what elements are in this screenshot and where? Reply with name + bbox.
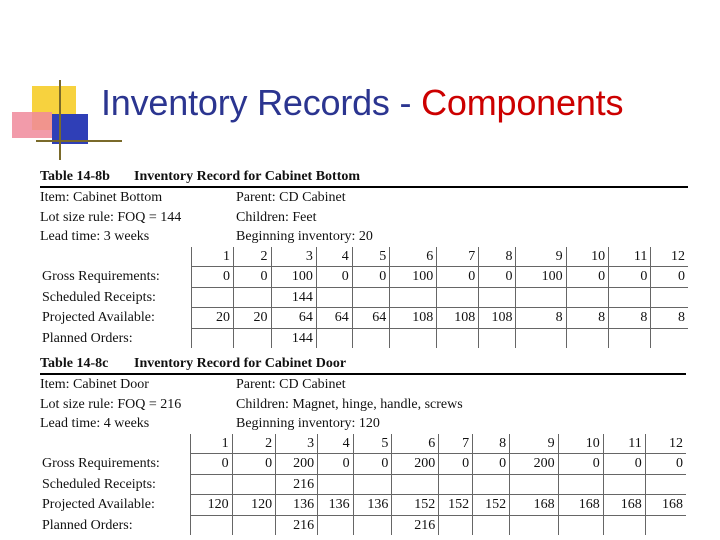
table-number: Table 14-8c [40,356,109,371]
table-cell: 0 [609,267,651,288]
table-cell: 108 [479,308,516,329]
info-row [40,395,686,415]
info-right: Beginning inventory: 20 [236,229,373,244]
table-cell [352,287,390,308]
period-header: 5 [352,247,390,267]
table-cell: 136 [318,495,354,516]
slide-title-accent: Components [421,82,624,123]
info-row [40,375,686,395]
header-spacer [40,434,191,454]
info-right: Children: Magnet, hinge, handle, screws [236,396,463,412]
period-header: 11 [609,247,651,267]
table-cell: 0 [191,267,233,288]
table-cell [353,515,392,535]
table-cell: 200 [510,454,558,475]
table-cell [316,328,352,348]
table-cell: 168 [603,495,645,516]
table-cell [318,474,354,495]
inventory-record-cabinet-bottom [40,167,688,348]
table-cell [234,328,272,348]
table-cell: 136 [276,495,318,516]
table-caption-title: Inventory Record for Cabinet Bottom [134,169,361,184]
table-cell: 168 [558,495,603,516]
row-label: Planned Orders: [42,330,133,346]
table-row [40,454,686,475]
period-header: 2 [234,247,272,267]
table-cell [651,287,688,308]
table-cell [439,515,473,535]
inventory-record-cabinet-door [40,354,686,535]
table-cell [353,474,392,495]
table-cell [510,474,558,495]
table-cell: 64 [352,308,390,329]
info-row [40,227,688,247]
period-header: 4 [318,434,354,454]
table-cell [558,515,603,535]
table-cell [645,515,686,535]
table-cell [473,515,510,535]
row-label: Projected Available: [42,497,155,513]
table-cell [479,328,516,348]
table-cell: 0 [558,454,603,475]
table-cell: 0 [191,454,232,475]
table-cell [645,474,686,495]
period-header-row [40,434,686,454]
period-header: 9 [510,434,558,454]
slide-title-main: Inventory Records - [101,82,422,123]
table-row [40,495,686,516]
table-cell: 8 [651,308,688,329]
table-cell [439,474,473,495]
table-cell [566,328,608,348]
table-cell [234,287,272,308]
table-caption [40,354,686,375]
table-cell: 0 [437,267,479,288]
period-header: 1 [191,247,233,267]
table-cell [232,474,276,495]
table-cell [191,474,232,495]
table-cell [603,474,645,495]
table-cell: 0 [318,454,354,475]
info-row [40,188,688,208]
table-cell: 0 [316,267,352,288]
table-cell: 8 [566,308,608,329]
table-cell: 0 [352,267,390,288]
info-left: Item: Cabinet Bottom [40,190,163,205]
info-left: Item: Cabinet Door [40,377,149,392]
table-number: Table 14-8b [40,169,110,184]
table-cell [191,287,233,308]
period-header: 12 [651,247,688,267]
table-cell: 136 [353,495,392,516]
table-cell [651,328,688,348]
row-label: Gross Requirements: [42,456,160,472]
info-row [40,414,686,434]
decor-pink-square [12,112,52,138]
table-cell: 0 [566,267,608,288]
table-cell [318,515,354,535]
table-cell [510,515,558,535]
record-info [40,375,686,434]
period-header: 4 [316,247,352,267]
table-cell: 108 [390,308,437,329]
table-cell: 0 [645,454,686,475]
table-cell [232,515,276,535]
table-cell: 216 [392,515,439,535]
info-right: Parent: CD Cabinet [236,190,346,205]
table-cell: 144 [271,287,316,308]
table-cell [516,287,566,308]
period-header: 3 [271,247,316,267]
table-cell [566,287,608,308]
info-row [40,208,688,228]
table-cell: 216 [276,515,318,535]
table-cell [392,474,439,495]
mrp-grid [40,434,686,536]
table-cell [479,287,516,308]
period-header: 5 [353,434,392,454]
table-cell: 0 [651,267,688,288]
table-cell: 216 [276,474,318,495]
table-cell: 108 [437,308,479,329]
row-label: Gross Requirements: [42,269,160,285]
period-header: 1 [191,434,232,454]
table-cell [352,328,390,348]
table-cell: 200 [276,454,318,475]
table-cell: 0 [353,454,392,475]
table-cell: 20 [234,308,272,329]
period-header: 6 [390,247,437,267]
table-row [40,308,688,329]
info-left: Lot size rule: FOQ = 144 [40,209,182,225]
table-cell: 168 [645,495,686,516]
period-header: 10 [566,247,608,267]
info-right: Children: Feet [236,209,317,225]
info-left: Lot size rule: FOQ = 216 [40,396,182,412]
table-cell: 64 [271,308,316,329]
table-cell [437,287,479,308]
table-cell [609,287,651,308]
period-header: 8 [473,434,510,454]
period-header: 6 [392,434,439,454]
table-caption-title: Inventory Record for Cabinet Door [134,356,347,371]
period-header: 10 [558,434,603,454]
table-cell: 100 [390,267,437,288]
info-left: Lead time: 3 weeks [40,229,150,244]
table-cell [191,515,232,535]
table-cell: 152 [392,495,439,516]
record-info [40,188,688,247]
period-header: 11 [603,434,645,454]
table-cell: 152 [473,495,510,516]
table-cell: 8 [516,308,566,329]
mrp-grid [40,247,688,349]
table-cell [603,515,645,535]
decor-vertical-line [59,80,61,160]
table-row [40,515,686,535]
table-caption [40,167,688,188]
row-label: Projected Available: [42,310,155,326]
table-cell: 100 [271,267,316,288]
period-header: 9 [516,247,566,267]
table-cell: 120 [232,495,276,516]
info-left: Lead time: 4 weeks [40,416,150,431]
table-cell [390,328,437,348]
row-label: Scheduled Receipts: [42,289,156,305]
period-header-row [40,247,688,267]
period-header: 2 [232,434,276,454]
table-cell: 152 [439,495,473,516]
table-cell [191,328,233,348]
decor-horizontal-line [36,140,122,142]
table-cell: 0 [234,267,272,288]
info-right: Parent: CD Cabinet [236,377,346,392]
period-header: 8 [479,247,516,267]
period-header: 7 [439,434,473,454]
table-cell [516,328,566,348]
table-cell [316,287,352,308]
table-cell: 144 [271,328,316,348]
table-cell: 120 [191,495,232,516]
table-cell: 100 [516,267,566,288]
table-row [40,328,688,348]
table-cell [609,328,651,348]
period-header: 7 [437,247,479,267]
table-cell: 0 [232,454,276,475]
table-cell: 200 [392,454,439,475]
table-cell: 0 [439,454,473,475]
table-row [40,267,688,288]
slide-title [101,82,623,124]
table-cell: 0 [479,267,516,288]
period-header: 12 [645,434,686,454]
table-cell: 0 [473,454,510,475]
table-cell: 8 [609,308,651,329]
table-cell: 168 [510,495,558,516]
table-row [40,287,688,308]
table-cell [473,474,510,495]
row-label: Planned Orders: [42,517,133,533]
table-row [40,474,686,495]
header-spacer [40,247,191,267]
table-cell [558,474,603,495]
table-cell [390,287,437,308]
period-header: 3 [276,434,318,454]
table-cell: 20 [191,308,233,329]
table-cell: 0 [603,454,645,475]
row-label: Scheduled Receipts: [42,476,156,492]
info-right: Beginning inventory: 120 [236,416,380,431]
table-cell [437,328,479,348]
table-cell: 64 [316,308,352,329]
